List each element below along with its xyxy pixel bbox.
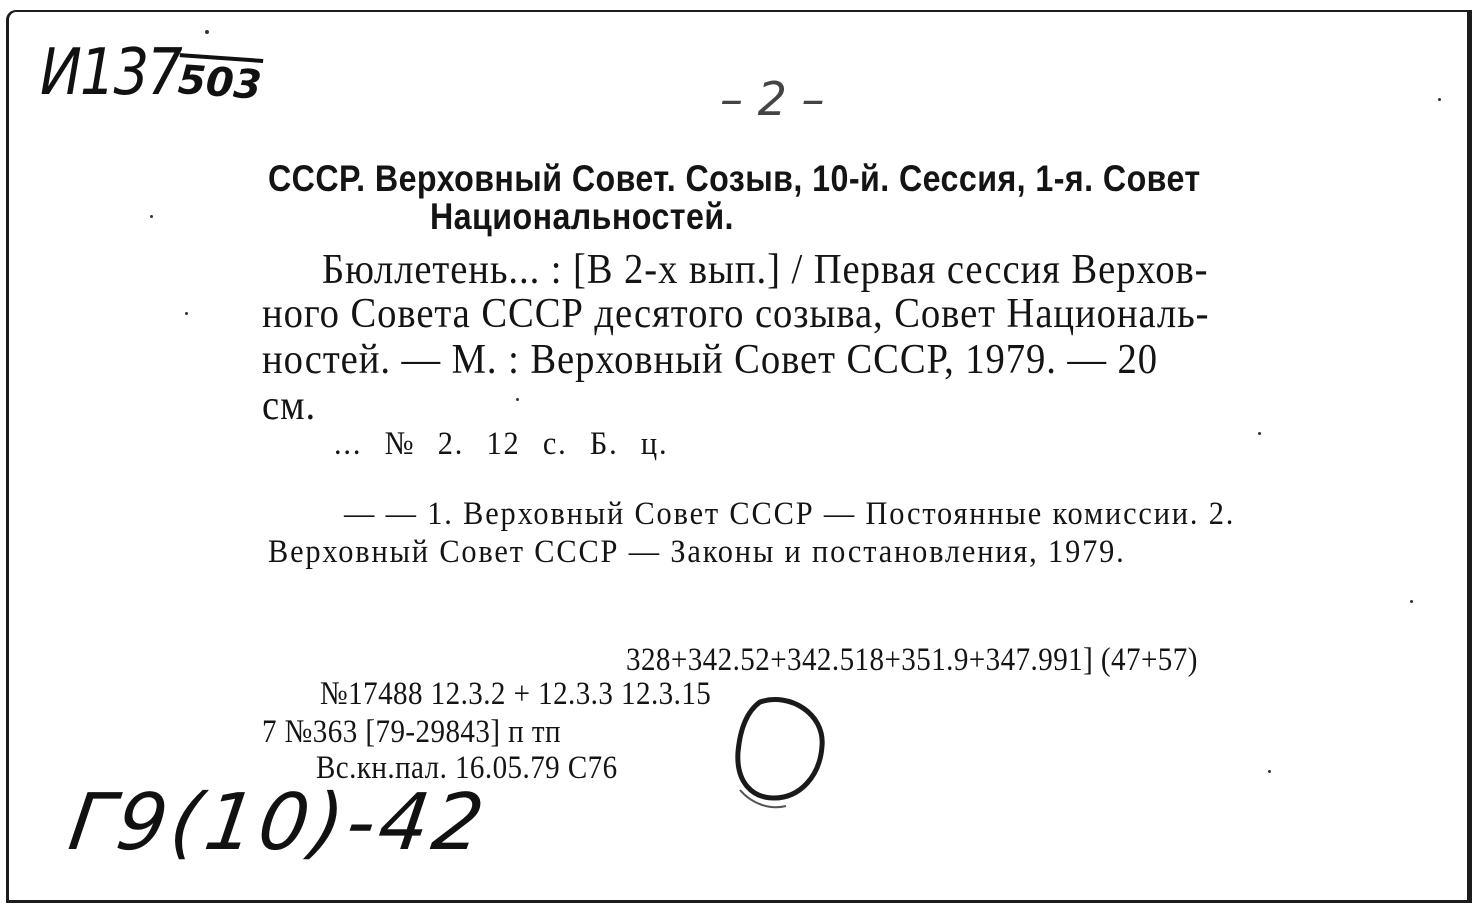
classification-codes: 328+342.52+342.518+351.9+347.991] (47+57) — [626, 642, 1198, 678]
ink-speck — [1268, 770, 1271, 773]
subject-headings-line-2: Верховный Совет СССР — Законы и постановления, 1979. — [268, 534, 1126, 570]
ink-speck — [205, 30, 209, 34]
handwritten-page-number: – 2 – — [720, 72, 825, 126]
description-line-4: см. — [262, 383, 317, 429]
handwritten-shelfmark-number: 503 — [176, 57, 264, 109]
ink-speck — [1438, 98, 1441, 101]
ink-speck — [1410, 600, 1413, 603]
handwritten-shelfmark: И137 — [40, 35, 181, 110]
description-line-2: ного Совета СССР десятого созыва, Совет Националь- — [262, 291, 1210, 337]
heading-line-2: Национальностей. — [430, 196, 734, 237]
ink-speck — [516, 398, 519, 401]
description-line-1: Бюллетень... : [В 2-х вып.] / Первая сессия Верхов- — [322, 247, 1209, 293]
ink-stamp-circle — [730, 694, 826, 812]
subject-headings-line-1: — — 1. Верховный Совет СССР — Постоянные комиссии. 2. — [344, 496, 1236, 532]
ink-speck — [150, 215, 153, 218]
heading-line-1: СССР. Верховный Совет. Созыв, 10-й. Сессия, 1-я. Совет — [268, 158, 1201, 199]
ink-speck — [1258, 432, 1261, 435]
description-line-3: ностей. — М. : Верховный Совет СССР, 1979. — 20 — [262, 337, 1159, 383]
printing-info: Вс.кн.пал. 16.05.79 С76 — [316, 750, 618, 786]
record-numbers: №17488 12.3.2 + 12.3.3 12.3.15 — [320, 676, 712, 712]
handwritten-call-number: Г9(10)-42 — [63, 778, 493, 868]
order-number: 7 №363 [79-29843] п тп — [262, 714, 561, 750]
ink-speck — [185, 312, 188, 315]
issue-details: ... № 2. 12 с. Б. ц. — [334, 426, 669, 462]
